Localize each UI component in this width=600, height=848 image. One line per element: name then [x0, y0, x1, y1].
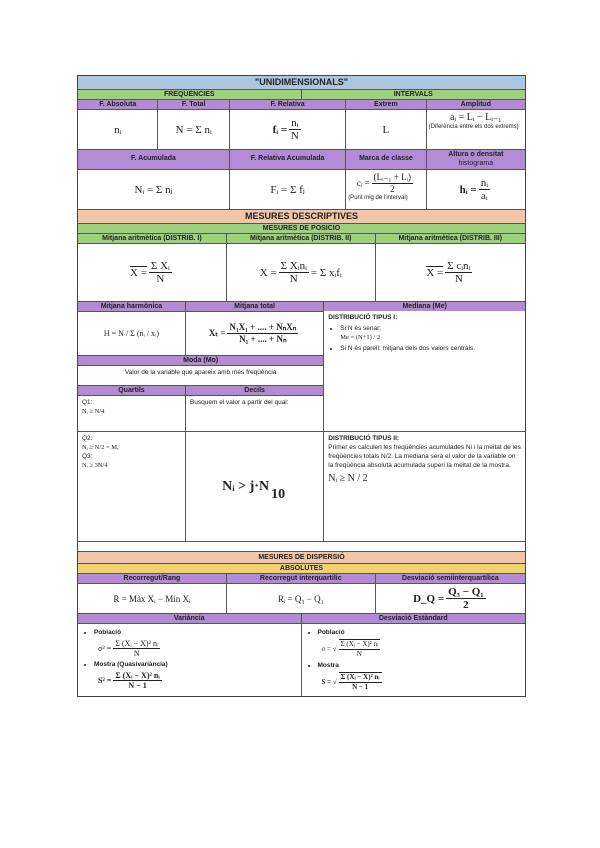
var-m-num: Σ (Xᵢ − X)² nᵢ: [115, 671, 160, 680]
dev-pob-lhs: σ = √: [321, 644, 337, 653]
abs-formula: nᵢ: [78, 110, 158, 149]
dist2-formula: Nᵢ ≥ N / 2: [328, 473, 368, 484]
marca-num: (Lᵢ₋₁ + Lᵢ): [373, 172, 412, 182]
var-pob-lhs: σ² =: [98, 644, 112, 653]
dist1-a-formula: Me = (N+1) / 2: [340, 334, 381, 341]
interq-formula: Rᵢ = Q₃ − Q₁: [227, 584, 376, 613]
m2-den: N: [289, 273, 298, 285]
decils-formula: [186, 432, 323, 541]
desc-title: MESURES DESCRIPTIVES: [244, 211, 359, 221]
m1-num: Σ Xᵢ: [150, 260, 170, 272]
rel-num: nᵢ: [291, 117, 299, 129]
freq-cols2-row: [78, 150, 525, 170]
variancia-cell: [78, 624, 302, 696]
var-mostra-label: • Mostra (Quasivariància): [94, 660, 297, 669]
disp-formula-row: [78, 584, 525, 614]
disp-title-row: [78, 552, 525, 564]
dev-m-lhs: S = √: [321, 677, 337, 686]
marca-den: 2: [390, 184, 395, 194]
freq-cols-row: [78, 100, 525, 110]
col-amplitud: Amplitud: [460, 101, 491, 108]
q1-label: Q1:: [82, 399, 93, 406]
quartils-continued: [78, 432, 525, 542]
amplitud-formula: aᵢ = Lᵢ − Lᵢ₋₁: [450, 112, 502, 123]
col-interq: Recorregut interquartílic: [227, 574, 376, 583]
dist1-a: Si N és senar:: [340, 325, 382, 332]
disp-spacer: [78, 542, 525, 552]
total-formula: [186, 312, 323, 355]
mitjana-3-label: Mitjana aritmètica (DISTRIB. III): [398, 235, 503, 242]
mitjana-1-label: Mitjana aritmètica (DISTRIB. I): [78, 234, 227, 243]
moda-label: Moda (Mo): [183, 357, 219, 364]
total-num: N₁X₁ + .... + NₙXₙ: [229, 322, 297, 332]
harm-label: Mitjana harmònica: [78, 302, 186, 311]
mediana-label: Mediana (Me): [324, 302, 525, 311]
freq-header-row: [78, 90, 525, 100]
rel-den: N: [290, 130, 299, 142]
sheet-title: "UNIDIMENSIONALS": [254, 77, 349, 87]
dist2-title: DISTRIBUCIÓ TIPUS II:: [328, 435, 400, 442]
desc-title-row: [78, 210, 525, 224]
m2-tail: = Σ xᵢfᵢ: [310, 266, 342, 279]
quartils-label: Quartils: [78, 386, 186, 395]
variancia-label: Variància: [78, 614, 302, 623]
q3-formula: Nᵢ ≥ 3N/4: [82, 462, 108, 469]
q3-label: Q3:: [82, 453, 93, 460]
absolutes-row: [78, 564, 525, 574]
rel-formula: [230, 110, 346, 149]
col-f-relativa: F. Relativa: [230, 100, 346, 109]
var-pob-den: N: [133, 649, 140, 658]
decils-text: Busquem el valor a partir del qual:: [189, 399, 289, 406]
m1-den: N: [156, 273, 165, 285]
desviacio-cell: [302, 624, 526, 696]
disp-title: MESURES DE DISPERSIÓ: [258, 554, 345, 561]
decils-label: Decils: [244, 387, 265, 394]
freq-header: FREQÜÈNCIES: [78, 90, 302, 99]
disp-cols-row: [78, 574, 525, 584]
dist2-cell: [324, 432, 525, 541]
rel-lhs: fᵢ =: [272, 123, 288, 136]
col-altura: [427, 150, 525, 169]
sheet-title-row: [78, 76, 525, 90]
altura-formula: [427, 170, 525, 209]
q2-label: Q2:: [82, 435, 93, 442]
mediana-cell: [324, 302, 525, 431]
decils-lhs: Nᵢ > j·N: [222, 478, 270, 494]
desviacio-label: Desviació Estàndard: [378, 615, 448, 622]
dev-m-den: N − 1: [352, 683, 369, 691]
m3-num: Σ cᵢnᵢ: [447, 260, 471, 272]
var-poblacio-label: • Població: [94, 628, 297, 637]
var-pob-num: Σ (Xᵢ − X)² nᵢ: [115, 639, 159, 648]
moda-text: Valor de la variable que apareix amb més freqüència: [124, 369, 277, 376]
dev-poblacio-label: • Població: [318, 628, 522, 637]
col-f-acumulada: F. Acumulada: [78, 150, 230, 169]
var-m-lhs: S² =: [98, 676, 112, 685]
freq-formula-row: [78, 110, 525, 150]
m3-den: N: [454, 273, 463, 285]
quartils-more: [78, 432, 186, 541]
rang-formula: R = Màx Xᵢ − Mín Xᵢ: [78, 584, 227, 613]
dev-pob-num: Σ (Xᵢ − X)² nᵢ: [340, 640, 379, 648]
col-marca-classe: Marca de classe: [346, 150, 426, 169]
total-label: Mitjana total: [234, 303, 276, 310]
dev-m-num: Σ (Xᵢ − X)² nᵢ: [340, 673, 380, 681]
altura-label: Altura o densitat: [448, 151, 504, 158]
q2-formula: Nᵢ ≥ N/2 = Mₑ: [82, 444, 119, 451]
col-rang: Recorregut/Rang: [78, 574, 227, 583]
var-m-den: N − 1: [128, 681, 147, 690]
col-semi: Desviació semiinterquartílica: [401, 575, 499, 582]
altura-num: nᵢ: [480, 177, 488, 189]
dist1-b: • Si N és parell: mitjana dels dos valors centrals.: [340, 344, 521, 353]
histograma-label: histograma: [458, 160, 494, 167]
marca-lhs: cᵢ =: [356, 178, 370, 188]
m3-xbar: X =: [426, 266, 444, 279]
q1-formula: Nᵢ ≥ N/4: [82, 408, 105, 415]
semi-num: Q₃ − Q₁: [448, 586, 484, 598]
m1-xbar: X =: [130, 266, 147, 279]
dev-pob-den: N: [356, 650, 362, 658]
col-f-total: F. Total: [158, 100, 230, 109]
mitjana-2-formula: [227, 244, 376, 301]
semi-formula: [376, 584, 525, 613]
mitjana-3-formula: [376, 244, 525, 301]
marca-note: (Punt mig de l'interval): [348, 195, 408, 201]
dist2-text: Primer es calculen les freqüències acumulades Ni i la meitat de les freqüències totals N/2. La mediana serà el valor de la variable on la freqüència absoluta acumulada superi la meitat de la mostra.: [328, 444, 521, 469]
dev-mostra-label: • Mostra: [318, 661, 522, 670]
var-dev-header-row: [78, 614, 525, 624]
col-f-rel-acumulada: F. Relativa Acumulada: [230, 150, 346, 169]
m2-num: Σ Xᵢnᵢ: [280, 260, 307, 272]
relacum-formula: Fᵢ = Σ fⱼ: [230, 170, 346, 209]
altura-den: aᵢ: [481, 190, 488, 202]
posicio-header: MESURES DE POSICIÓ: [262, 225, 341, 232]
dist1-title: DISTRIBUCIÓ TIPUS I:: [328, 314, 398, 321]
altura-lhs: hᵢ =: [459, 183, 477, 196]
semi-den: 2: [463, 599, 469, 611]
acum-formula: Nᵢ = Σ nⱼ: [78, 170, 230, 209]
amplitud-note: (Diferència entre els dos extrems): [428, 124, 519, 130]
col-f-absoluta: F. Absoluta: [78, 100, 158, 109]
mitjana-2-label: Mitjana aritmètica (DISTRIB. II): [227, 234, 376, 243]
absolutes-header: ABSOLUTES: [279, 565, 324, 572]
mitjanes-header-row: [78, 234, 525, 244]
freq-formula2-row: [78, 170, 525, 210]
m2-xbar: X =: [259, 266, 277, 279]
extrem-formula: L: [346, 110, 426, 149]
total-den: N₁ + .... + Nₙ: [239, 334, 287, 344]
quartils-cell: [78, 396, 186, 431]
amplitud-cell: [427, 110, 525, 149]
semi-lhs: D_Q =: [413, 592, 445, 605]
marca-cell: [346, 170, 426, 209]
posicio-row: [78, 224, 525, 234]
formula-sheet: [77, 75, 526, 697]
var-dev-row: [78, 624, 525, 696]
mitjanes-formula-row: [78, 244, 525, 302]
harm-block: [78, 302, 525, 432]
total-formula: N = Σ nᵢ: [158, 110, 230, 149]
col-extrem: Extrem: [346, 100, 426, 109]
decils-den: 10: [271, 486, 286, 502]
mitjana-1-formula: [78, 244, 227, 301]
harm-formula: H = N / Σ (nᵢ / xᵢ): [78, 312, 186, 355]
total-lhs: Xₜ =: [208, 328, 226, 338]
intervals-header: INTERVALS: [393, 91, 433, 98]
